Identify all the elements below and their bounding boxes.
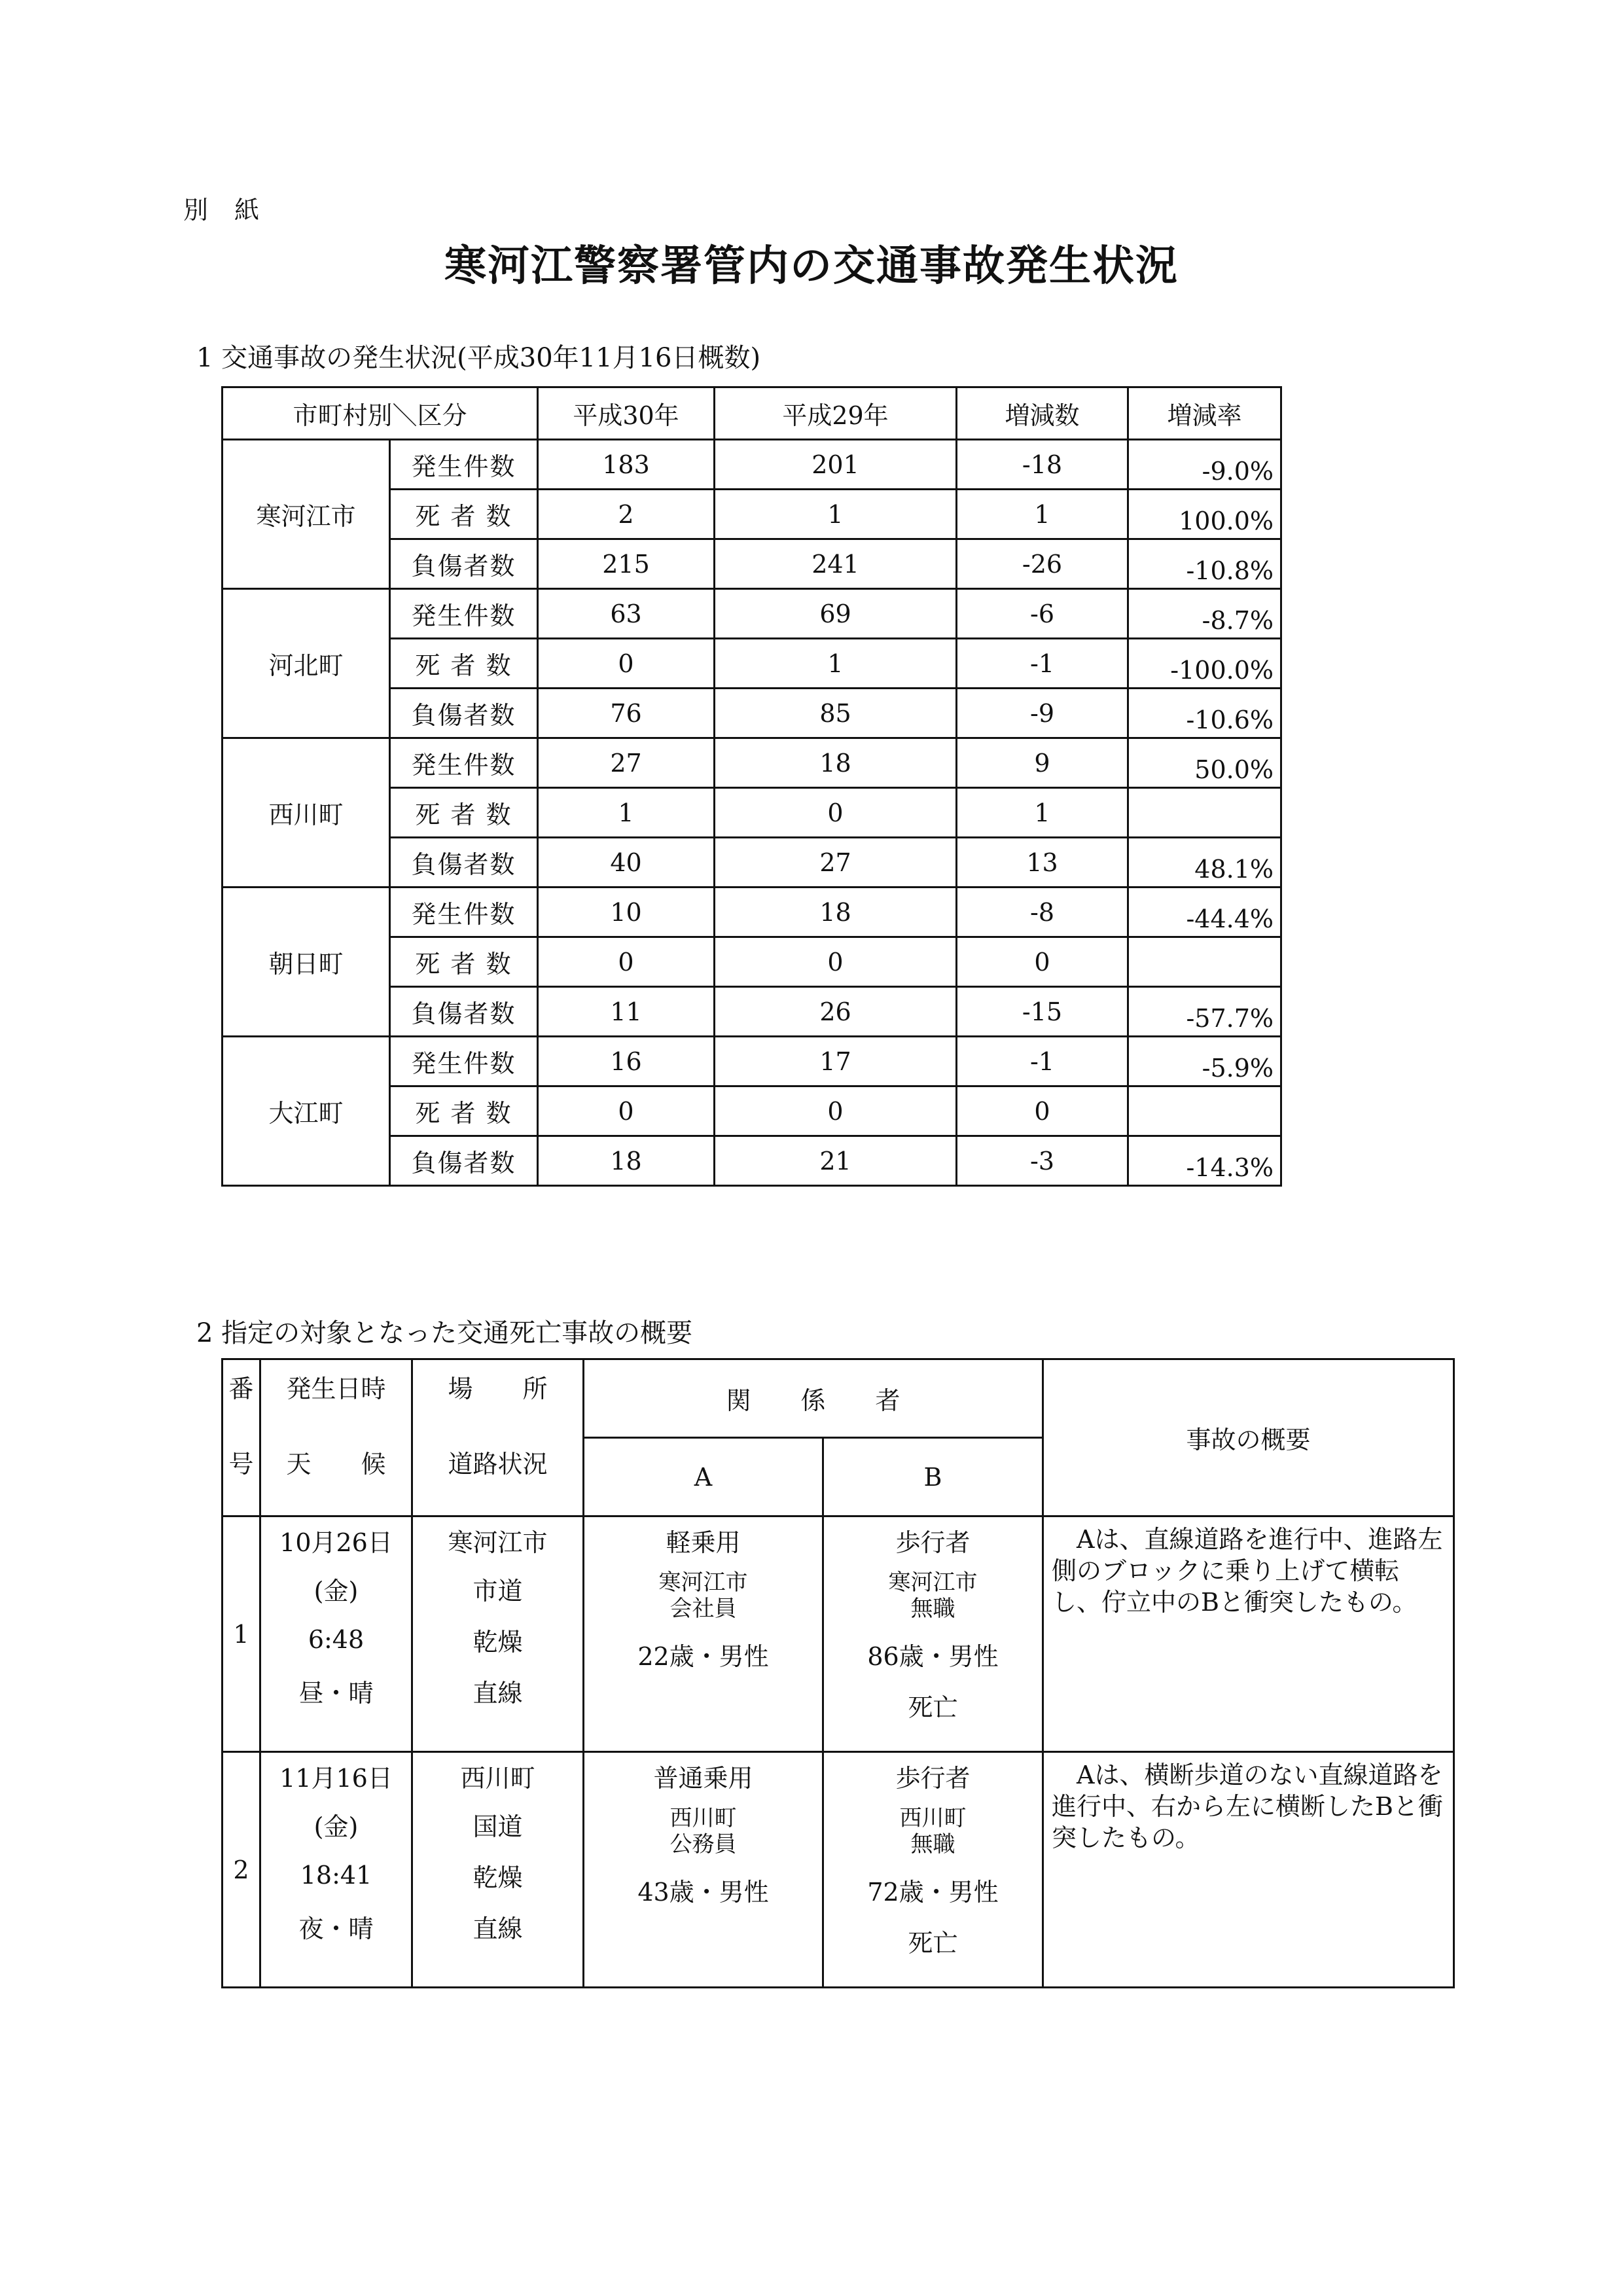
table-cell: -1 xyxy=(957,1037,1128,1086)
accident-summary: Aは、横断歩道のない直線道路を進行中、右から左に横断したBと衝突したもの。 xyxy=(1043,1752,1454,1988)
municipality-name: 河北町 xyxy=(223,589,390,738)
cell-subline: 西川町 xyxy=(899,1805,967,1831)
number-header: 番 号 xyxy=(223,1359,260,1516)
cell-line: 昼・晴 xyxy=(298,1678,374,1708)
item-label: 死 者 数 xyxy=(390,639,538,689)
table-cell: 2 xyxy=(538,490,715,539)
table-cell: -10.6% xyxy=(1128,689,1281,738)
summary-header: 事故の概要 xyxy=(1043,1359,1454,1516)
table-cell: -14.3% xyxy=(1128,1136,1281,1186)
item-label: 死 者 数 xyxy=(390,490,538,539)
table-cell: -8 xyxy=(957,888,1128,937)
municipality-name: 大江町 xyxy=(223,1037,390,1186)
cell-line: 72歳・男性 xyxy=(867,1877,999,1907)
table-cell: 0 xyxy=(538,937,715,987)
party-b-cell xyxy=(823,1516,1043,1752)
item-label: 発生件数 xyxy=(390,738,538,788)
item-label: 発生件数 xyxy=(390,1037,538,1086)
table-cell: 18 xyxy=(715,888,957,937)
cell-line xyxy=(584,1563,822,1628)
table-cell: 69 xyxy=(715,589,957,639)
page-title: 寒河江警察署管内の交通事故発生状況 xyxy=(444,242,1179,291)
date-header: 発生日時 天 候 xyxy=(260,1359,412,1516)
cell-line: 乾燥 xyxy=(473,1627,523,1657)
table-cell: -1 xyxy=(957,639,1128,689)
table-cell: 100.0% xyxy=(1128,490,1281,539)
table-cell: 201 xyxy=(715,440,957,490)
cell-subline: 寒河江市 xyxy=(888,1570,978,1596)
section1-heading: 1 交通事故の発生状況(平成30年11月16日概数) xyxy=(196,343,761,373)
cell-subline: 無職 xyxy=(910,1596,955,1622)
table-row xyxy=(223,440,1281,490)
place-road-cell xyxy=(412,1516,584,1752)
cell-line: 寒河江市 xyxy=(448,1528,548,1557)
accident-number: 1 xyxy=(223,1516,260,1752)
column-header: 増減率 xyxy=(1128,387,1281,440)
table-cell: 0 xyxy=(957,1086,1128,1136)
cell-line xyxy=(824,1799,1042,1864)
table-header-row xyxy=(223,1359,1454,1438)
item-label: 負傷者数 xyxy=(390,987,538,1037)
table-cell: -100.0% xyxy=(1128,639,1281,689)
fatal-accident-table xyxy=(221,1358,1455,1988)
table-cell: 63 xyxy=(538,589,715,639)
table-cell: 0 xyxy=(957,937,1128,987)
table-cell: 0 xyxy=(715,937,957,987)
table-cell: 17 xyxy=(715,1037,957,1086)
table-cell: -3 xyxy=(957,1136,1128,1186)
cell-line: 6:48 xyxy=(308,1625,365,1654)
column-header: 市町村別＼区分 xyxy=(223,387,538,440)
cell-line xyxy=(584,1679,822,1731)
cell-line: 22歳・男性 xyxy=(637,1641,769,1671)
item-label: 死 者 数 xyxy=(390,788,538,838)
table-cell: 0 xyxy=(538,1086,715,1136)
cell-line: 11月16日 xyxy=(279,1763,393,1793)
table-cell: 50.0% xyxy=(1128,738,1281,788)
date-weather-cell xyxy=(260,1516,412,1752)
table-cell: 0 xyxy=(715,1086,957,1136)
cell-subline: 無職 xyxy=(910,1831,955,1857)
accident-number: 2 xyxy=(223,1752,260,1988)
place-road-cell xyxy=(412,1752,584,1988)
table-cell: 13 xyxy=(957,838,1128,888)
cell-line: 乾燥 xyxy=(473,1863,523,1892)
cell-line: 10月26日 xyxy=(279,1528,393,1557)
table-cell: -10.8% xyxy=(1128,539,1281,589)
table-cell: 1 xyxy=(715,490,957,539)
section2-heading: 2 指定の対象となった交通死亡事故の概要 xyxy=(196,1318,693,1348)
table-row xyxy=(223,888,1281,937)
party-b-header: B xyxy=(823,1438,1043,1516)
party-a-cell xyxy=(584,1516,823,1752)
cell-line xyxy=(584,1799,822,1864)
table-cell: 183 xyxy=(538,440,715,490)
table-cell: -6 xyxy=(957,589,1128,639)
cell-line: 歩行者 xyxy=(895,1763,971,1793)
table-row xyxy=(223,738,1281,788)
cell-subline: 公務員 xyxy=(669,1831,737,1857)
table-cell: 0 xyxy=(538,639,715,689)
cell-line: 西川町 xyxy=(460,1763,535,1793)
table-cell: 26 xyxy=(715,987,957,1037)
cell-line: 43歳・男性 xyxy=(637,1877,769,1907)
item-label: 発生件数 xyxy=(390,589,538,639)
item-label: 負傷者数 xyxy=(390,539,538,589)
table-cell: 0 xyxy=(715,788,957,838)
accident-stats-table xyxy=(221,386,1282,1187)
cell-line xyxy=(584,1915,822,1966)
table-row xyxy=(223,589,1281,639)
table-cell: -8.7% xyxy=(1128,589,1281,639)
municipality-name: 朝日町 xyxy=(223,888,390,1037)
table-cell: 1 xyxy=(957,490,1128,539)
table-cell: 18 xyxy=(538,1136,715,1186)
cell-line: (金) xyxy=(313,1812,359,1841)
cell-line: 市道 xyxy=(473,1576,523,1605)
cell-line: 国道 xyxy=(473,1812,523,1841)
parties-header: 関 係 者 xyxy=(584,1359,1043,1438)
item-label: 死 者 数 xyxy=(390,937,538,987)
cell-line: 死亡 xyxy=(908,1693,958,1722)
table-cell: 48.1% xyxy=(1128,838,1281,888)
cell-line: 18:41 xyxy=(300,1861,372,1890)
party-b-cell xyxy=(823,1752,1043,1988)
table-cell: -5.9% xyxy=(1128,1037,1281,1086)
party-a-cell xyxy=(584,1752,823,1988)
table-cell: 76 xyxy=(538,689,715,738)
cell-subline: 会社員 xyxy=(669,1596,737,1622)
table-cell: -15 xyxy=(957,987,1128,1037)
place-header: 場 所 道路状況 xyxy=(412,1359,584,1516)
column-header: 増減数 xyxy=(957,387,1128,440)
table-cell xyxy=(1128,937,1281,987)
item-label: 負傷者数 xyxy=(390,838,538,888)
accident-summary: Aは、直線道路を進行中、進路左側のブロックに乗り上げて横転し、佇立中のBと衝突したもの。 xyxy=(1043,1516,1454,1752)
table-cell: 1 xyxy=(715,639,957,689)
table-cell: 27 xyxy=(538,738,715,788)
cell-subline: 西川町 xyxy=(669,1805,737,1831)
table-header-row xyxy=(223,387,1281,440)
item-label: 負傷者数 xyxy=(390,1136,538,1186)
table-row xyxy=(223,1037,1281,1086)
cell-line: 普通乗用 xyxy=(653,1763,753,1793)
item-label: 負傷者数 xyxy=(390,689,538,738)
cell-line: 86歳・男性 xyxy=(867,1641,999,1671)
item-label: 発生件数 xyxy=(390,440,538,490)
cell-line: 死亡 xyxy=(908,1928,958,1958)
table-cell: 21 xyxy=(715,1136,957,1186)
municipality-name: 寒河江市 xyxy=(223,440,390,589)
table-cell: 16 xyxy=(538,1037,715,1086)
item-label: 発生件数 xyxy=(390,888,538,937)
date-weather-cell xyxy=(260,1752,412,1988)
table-cell: -57.7% xyxy=(1128,987,1281,1037)
table-cell: -44.4% xyxy=(1128,888,1281,937)
table-cell xyxy=(1128,1086,1281,1136)
table-cell: 9 xyxy=(957,738,1128,788)
table-cell: 85 xyxy=(715,689,957,738)
municipality-name: 西川町 xyxy=(223,738,390,888)
cell-line: (金) xyxy=(313,1576,359,1605)
table-cell: 11 xyxy=(538,987,715,1037)
table-cell: 241 xyxy=(715,539,957,589)
column-header: 平成30年 xyxy=(538,387,715,440)
table-cell: 40 xyxy=(538,838,715,888)
cell-line: 軽乗用 xyxy=(666,1528,741,1557)
table-cell: 1 xyxy=(957,788,1128,838)
cell-line: 直線 xyxy=(473,1914,523,1943)
party-a-header: A xyxy=(584,1438,823,1516)
table-cell: -9 xyxy=(957,689,1128,738)
column-header: 平成29年 xyxy=(715,387,957,440)
attachment-label: 別 紙 xyxy=(183,196,269,224)
table-cell: 10 xyxy=(538,888,715,937)
table-cell: 1 xyxy=(538,788,715,838)
table-cell: 215 xyxy=(538,539,715,589)
table-cell: 18 xyxy=(715,738,957,788)
accident-row xyxy=(223,1516,1454,1752)
table-cell: 27 xyxy=(715,838,957,888)
table-cell xyxy=(1128,788,1281,838)
cell-line: 歩行者 xyxy=(895,1528,971,1557)
table-cell: -26 xyxy=(957,539,1128,589)
cell-line: 夜・晴 xyxy=(298,1914,374,1943)
item-label: 死 者 数 xyxy=(390,1086,538,1136)
table-cell: -18 xyxy=(957,440,1128,490)
table-cell: -9.0% xyxy=(1128,440,1281,490)
cell-line: 直線 xyxy=(473,1678,523,1708)
cell-subline: 寒河江市 xyxy=(658,1570,748,1596)
accident-row xyxy=(223,1752,1454,1988)
cell-line xyxy=(824,1563,1042,1628)
